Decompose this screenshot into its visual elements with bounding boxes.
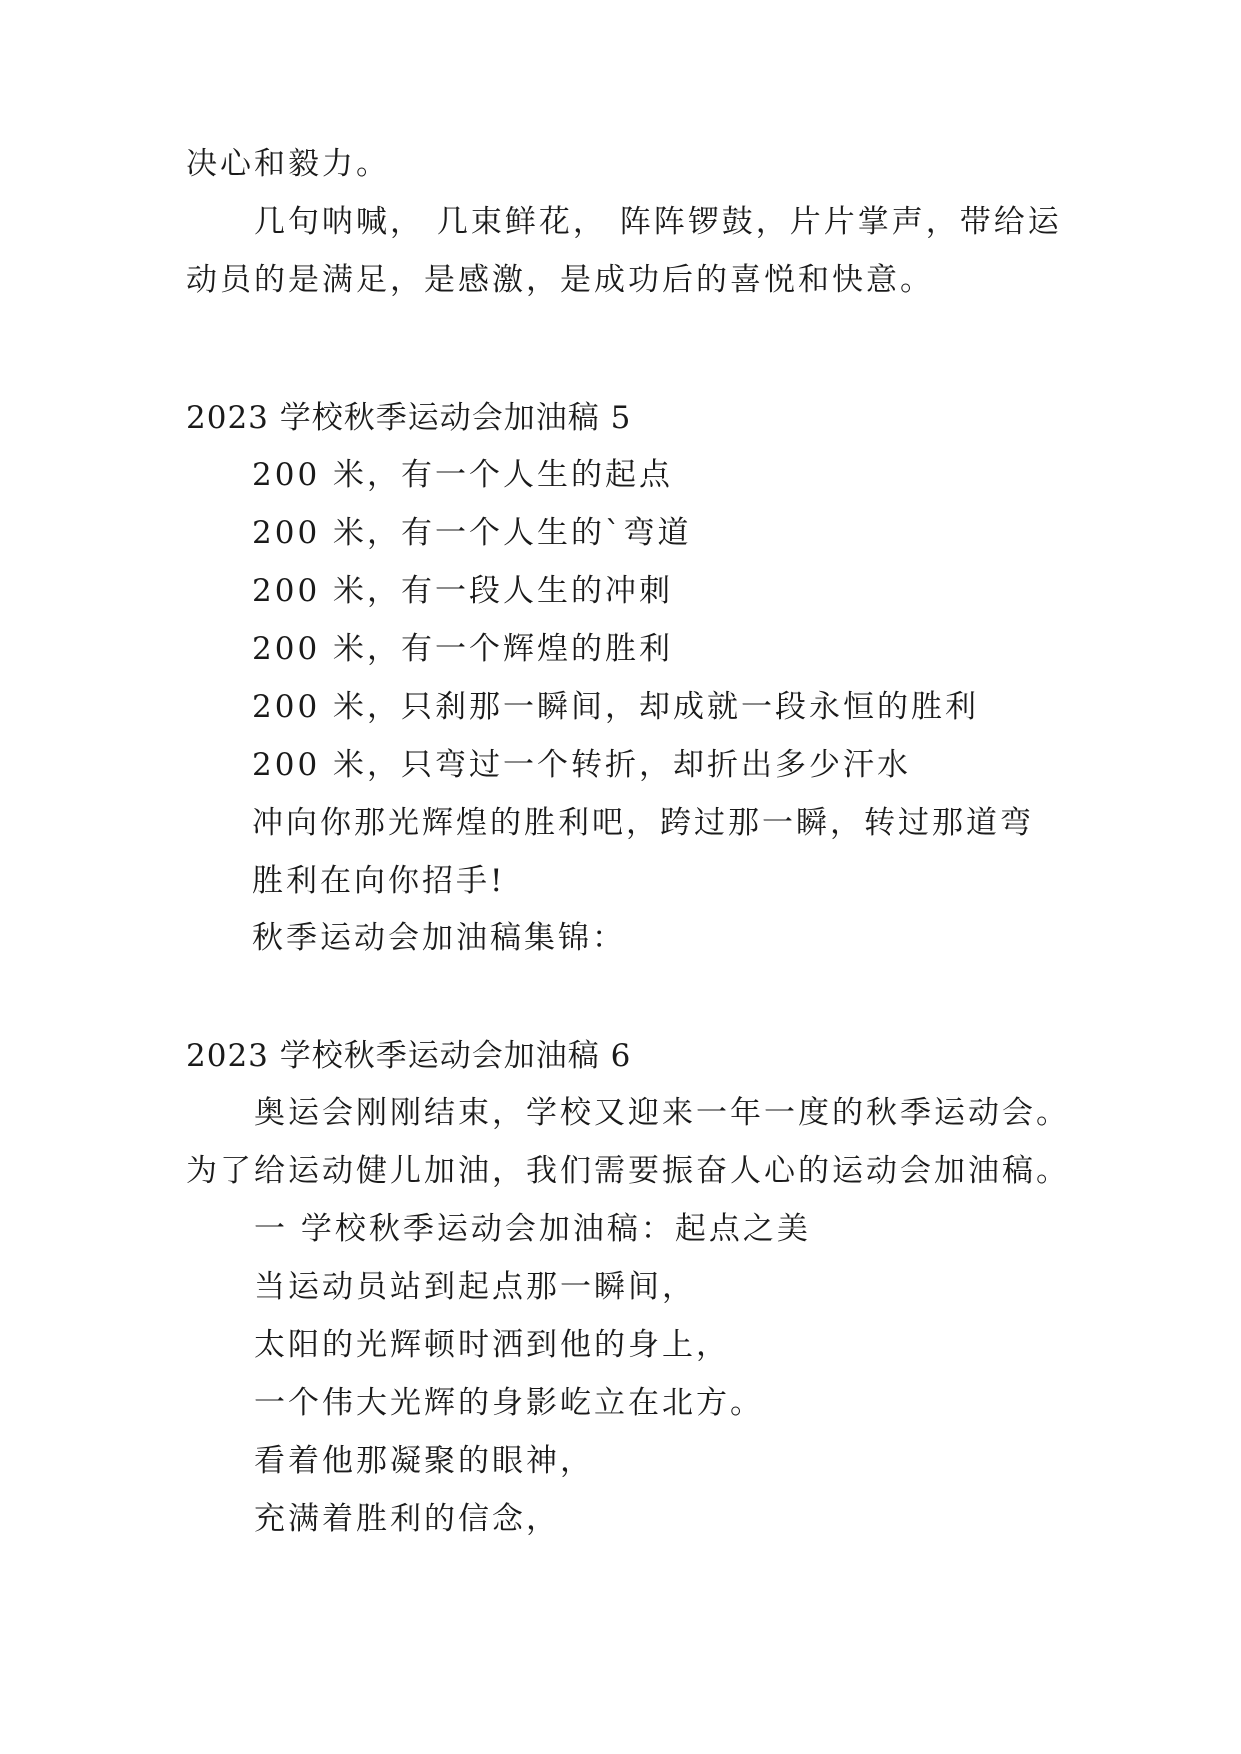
paragraph-line: 动员的是满足，是感激，是成功后的喜悦和快意。 — [186, 262, 934, 298]
poem-line: 当运动员站到起点那一瞬间， — [254, 1269, 696, 1305]
paragraph-line: 奥运会刚刚结束，学校又迎来一年一度的秋季运动会。 — [254, 1095, 1070, 1131]
poem-line: 200 米，有一个人生的起点 — [252, 457, 674, 493]
poem-line: 200 米，只弯过一个转折，却折出多少汗水 — [252, 747, 912, 783]
poem-line: 一 学校秋季运动会加油稿：起点之美 — [254, 1211, 811, 1247]
poem-line: 胜利在向你招手! — [252, 863, 506, 899]
poem-line: 充满着胜利的信念， — [254, 1501, 560, 1537]
poem-line: 200 米，有一个人生的`弯道 — [252, 515, 692, 551]
section-heading: 2023 学校秋季运动会加油稿 6 — [186, 1038, 632, 1074]
poem-line: 200 米，有一段人生的冲刺 — [252, 573, 674, 609]
poem-line: 冲向你那光辉煌的胜利吧，跨过那一瞬，转过那道弯 — [252, 805, 1034, 841]
poem-line: 一个伟大光辉的身影屹立在北方。 — [254, 1385, 764, 1421]
poem-line: 200 米，只刹那一瞬间，却成就一段永恒的胜利 — [252, 689, 980, 725]
paragraph-line: 决心和毅力。 — [186, 146, 390, 182]
poem-line: 太阳的光辉顿时洒到他的身上， — [254, 1327, 730, 1363]
poem-line: 200 米，有一个辉煌的胜利 — [252, 631, 674, 667]
paragraph-line: 为了给运动健儿加油，我们需要振奋人心的运动会加油稿。 — [186, 1153, 1070, 1189]
poem-line: 秋季运动会加油稿集锦： — [252, 920, 626, 956]
section-heading: 2023 学校秋季运动会加油稿 5 — [186, 400, 632, 436]
poem-line: 看着他那凝聚的眼神， — [254, 1443, 594, 1479]
paragraph-line: 几句呐喊， 几束鲜花， 阵阵锣鼓，片片掌声，带给运 — [254, 204, 1062, 240]
